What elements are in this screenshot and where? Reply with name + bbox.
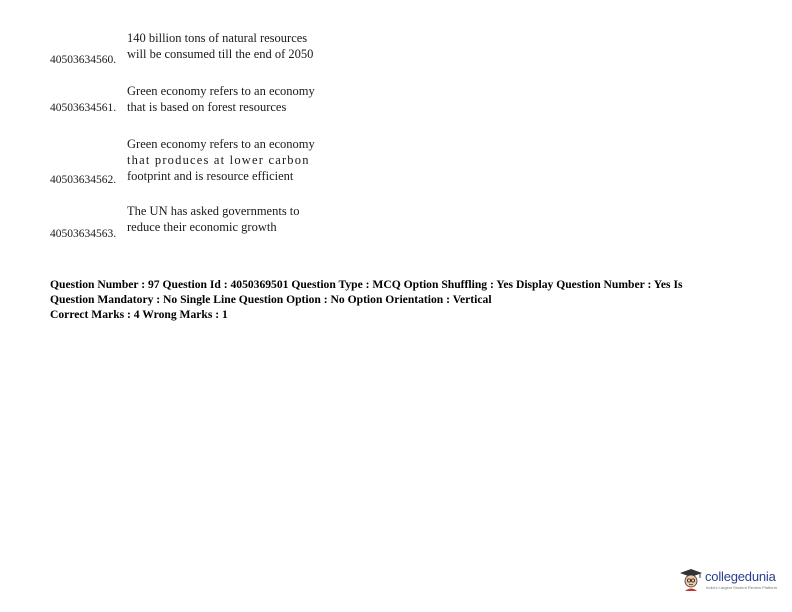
option-id: 40503634562. xyxy=(50,174,117,186)
option-row xyxy=(0,203,792,263)
option-text-line: footprint and is resource efficient xyxy=(127,169,294,183)
option-text-line: 140 billion tons of natural resources xyxy=(127,31,308,45)
question-info-line: Question Number : 97 Question Id : 4050369501 Question Type : MCQ Option Shuffling : Yes Display Question Number : Yes Is xyxy=(50,278,683,291)
option-text-line: reduce their economic growth xyxy=(127,220,277,234)
graduate-mascot-icon xyxy=(679,568,703,592)
option-text-line: The UN has asked governments to xyxy=(127,204,300,218)
option-text xyxy=(127,136,342,184)
option-text-line: that is based on forest resources xyxy=(127,100,287,114)
logo-wordmark: collegedunia xyxy=(705,569,776,584)
logo-tagline: India's Largest Student Review Platform xyxy=(706,585,778,590)
option-text xyxy=(127,83,342,115)
option-text-line: will be consumed till the end of 2050 xyxy=(127,47,314,61)
option-text-line: that produces at lower carbon xyxy=(127,153,310,167)
collegedunia-logo xyxy=(679,567,779,595)
option-id: 40503634560. xyxy=(50,54,117,66)
option-text xyxy=(127,30,342,62)
question-info-line: Question Mandatory : No Single Line Question Option : No Option Orientation : Vertical xyxy=(50,293,492,306)
question-info xyxy=(50,277,750,322)
option-id: 40503634563. xyxy=(50,228,117,240)
option-row xyxy=(0,136,792,196)
question-info-line: Correct Marks : 4 Wrong Marks : 1 xyxy=(50,308,228,321)
option-row xyxy=(0,83,792,143)
option-id: 40503634561. xyxy=(50,102,117,114)
option-text xyxy=(127,203,342,235)
option-text-line: Green economy refers to an economy xyxy=(127,137,315,151)
option-row xyxy=(0,30,792,90)
option-text-line: Green economy refers to an economy xyxy=(127,84,315,98)
